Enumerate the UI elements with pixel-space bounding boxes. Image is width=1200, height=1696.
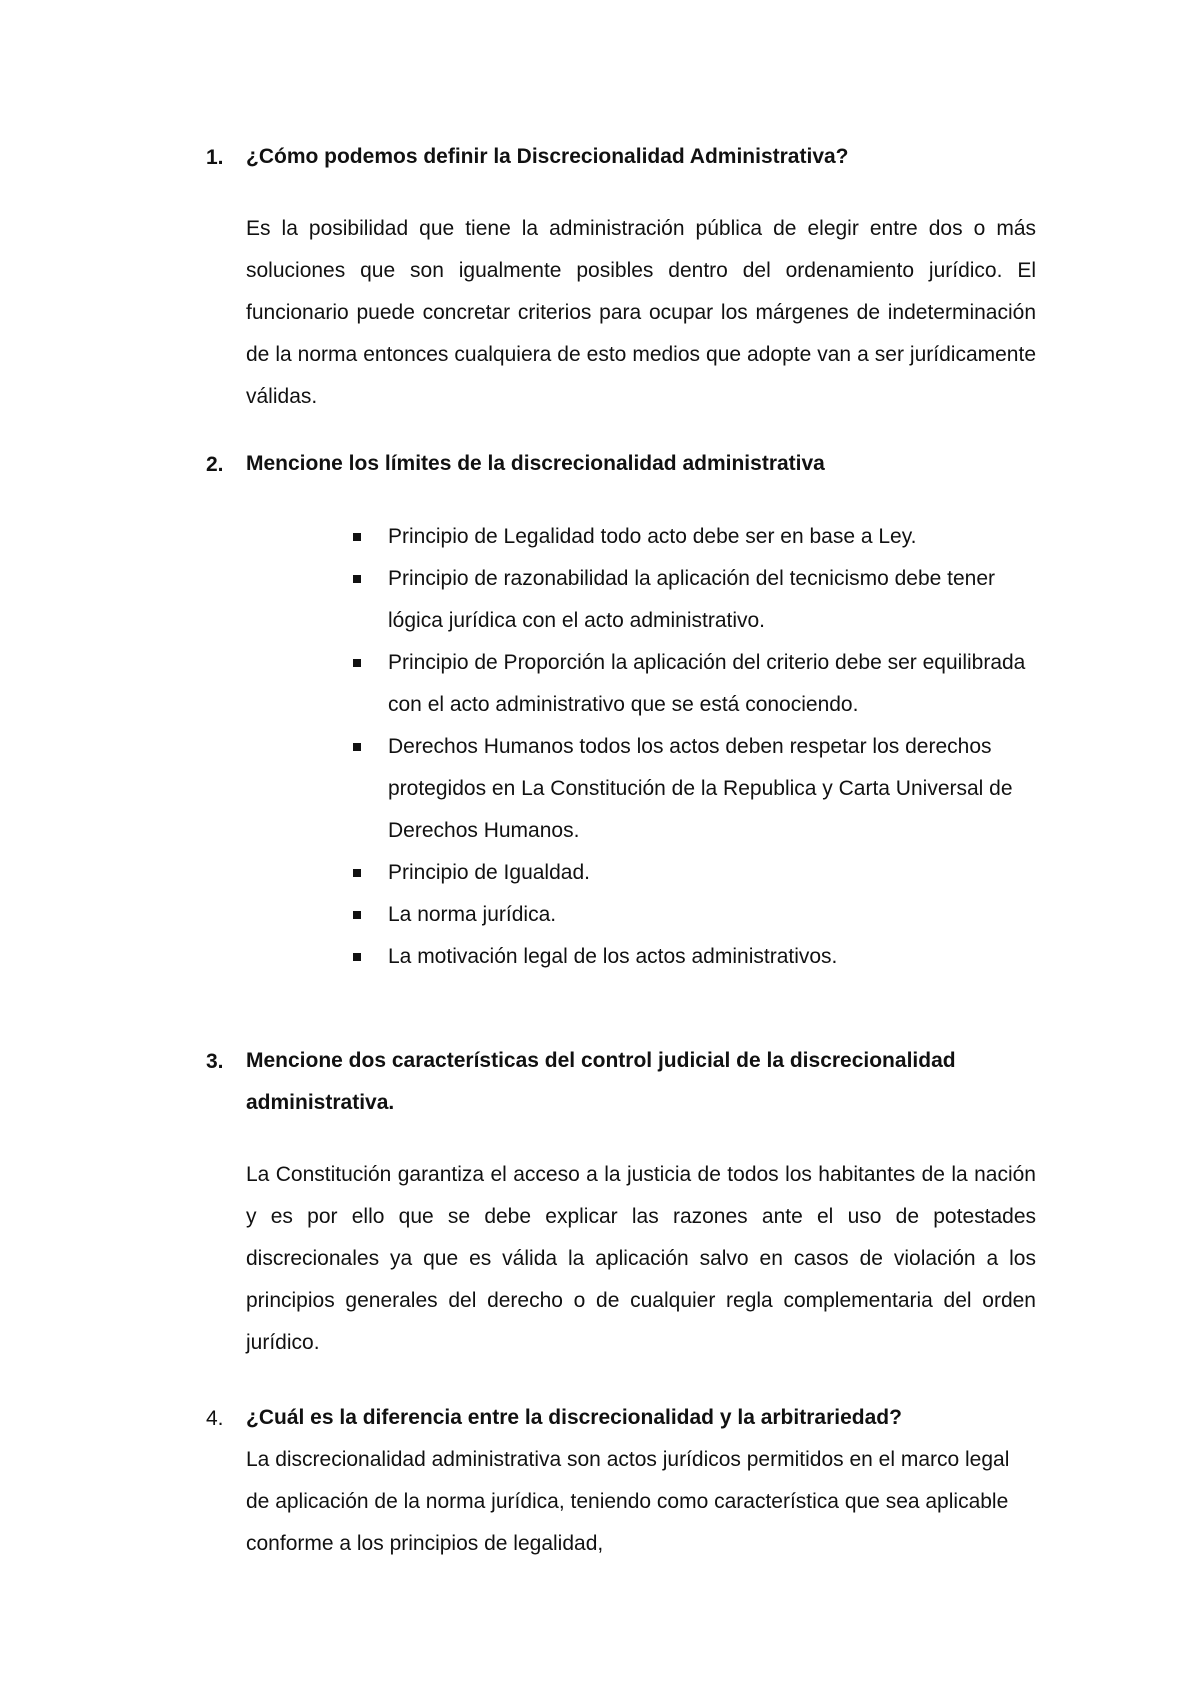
list-item-text: Derechos Humanos todos los actos deben respetar los derechos protegidos en La Constitución de la Republica y Carta Universal de Derechos Humanos. — [388, 735, 1013, 842]
square-bullet-icon — [353, 533, 361, 541]
question-title: ¿Cómo podemos definir la Discrecionalidad Administrativa? — [246, 145, 849, 168]
answer-4: La discrecionalidad administrativa son actos jurídicos permitidos en el marco legal de aplicación de la norma jurídica, teniendo como característica que sea aplicable conforme a los principios de legalidad, — [246, 1448, 1010, 1555]
list-item — [350, 642, 1040, 726]
question-number: 4. — [206, 1407, 224, 1430]
list-item-text: La motivación legal de los actos administrativos. — [388, 945, 838, 968]
square-bullet-icon — [353, 911, 361, 919]
list-item — [350, 726, 1040, 852]
question-number: 2. — [206, 453, 224, 476]
answer-3: La Constitución garantiza el acceso a la justicia de todos los habitantes de la nación y es por ello que se debe explicar las razones ante el uso de potestades discrecionales ya que es válida la aplicación salvo en casos de violación a los principios generales del derecho o de cualquier regla complementaria del orden jurídico. — [246, 1163, 1036, 1354]
square-bullet-icon — [353, 659, 361, 667]
square-bullet-icon — [353, 869, 361, 877]
square-bullet-icon — [353, 743, 361, 751]
question-number: 1. — [206, 146, 224, 169]
square-bullet-icon — [353, 575, 361, 583]
answer-1: Es la posibilidad que tiene la administración pública de elegir entre dos o más soluciones que son igualmente posibles dentro del ordenamiento jurídico. El funcionario puede concretar criterios para ocupar los márgenes de indeterminación de la norma entonces cualquiera de esto medios que adopte van a ser jurídicamente válidas. — [246, 217, 1036, 408]
list-item-text: Principio de razonabilidad la aplicación del tecnicismo debe tener lógica jurídica con el acto administrativo. — [388, 567, 996, 632]
list-item — [350, 852, 1040, 894]
list-item — [350, 558, 1040, 642]
list-item-text: Principio de Proporción la aplicación del criterio debe ser equilibrada con el acto administrativo que se está conociendo. — [388, 651, 1026, 716]
list-item — [350, 516, 1040, 558]
list-item-text: La norma jurídica. — [388, 903, 557, 926]
list-item-text: Principio de Legalidad todo acto debe ser en base a Ley. — [388, 525, 917, 548]
list-item — [350, 936, 1040, 978]
question-title: Mencione los límites de la discrecionalidad administrativa — [246, 452, 825, 475]
question-title: Mencione dos características del control judicial de la discrecionalidad administrativa. — [246, 1049, 956, 1114]
question-title: ¿Cuál es la diferencia entre la discrecionalidad y la arbitrariedad? — [246, 1406, 902, 1429]
square-bullet-icon — [353, 953, 361, 961]
question-number: 3. — [206, 1050, 224, 1073]
list-item-text: Principio de Igualdad. — [388, 861, 590, 884]
limits-list — [350, 516, 1040, 978]
list-item — [350, 894, 1040, 936]
